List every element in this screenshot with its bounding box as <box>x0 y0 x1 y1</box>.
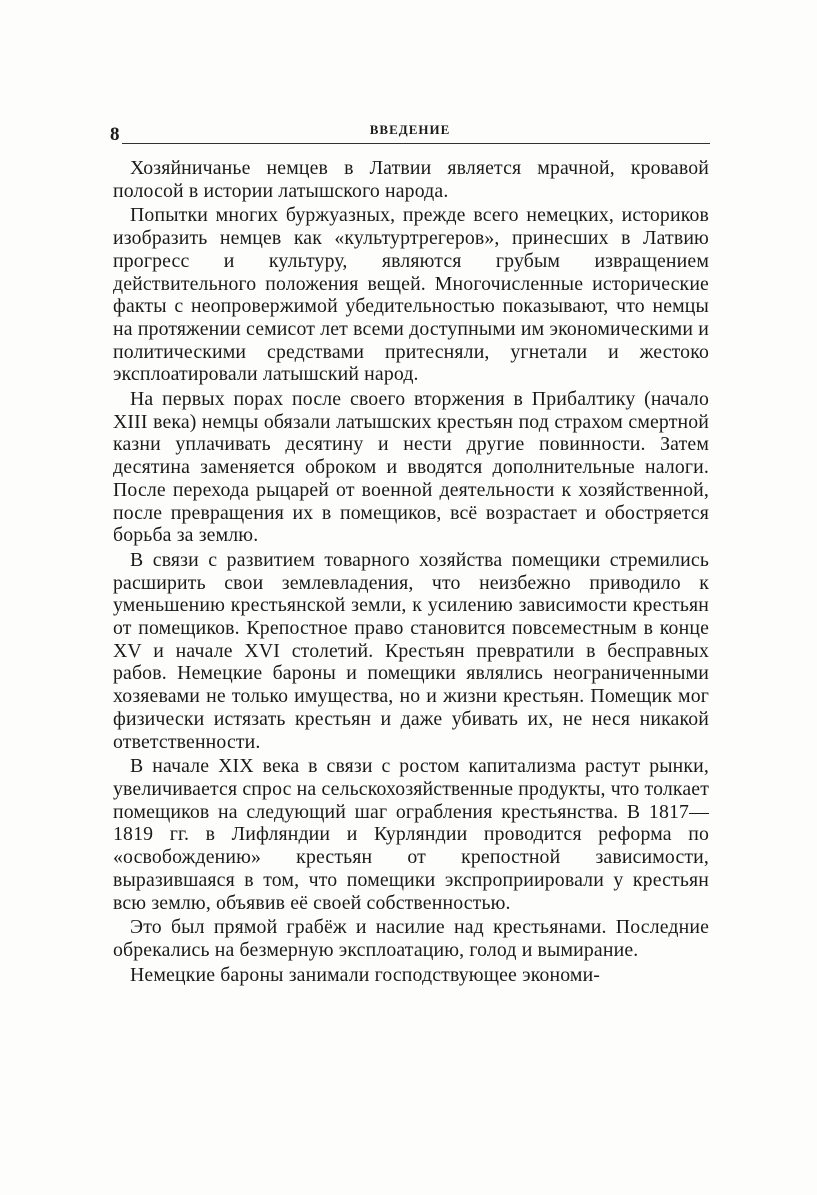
paragraph: Немецкие бароны занимали господствующее экономи- <box>130 963 601 986</box>
paragraph: Попытки многих буржуазных, прежде всего немецких, историков изобразить немцев как «культуртрегеров», принесших в Латвию прогресс и культуру, являются грубым извращением действительного положения вещей. Многочисленные исторические факты с неопровержимой убедительностью показывают, что немцы на протяжении семисот лет всеми доступными им экономическими и политическими средствами притесняли, угнетали и жестоко эксплоатировали латышский народ. <box>113 204 709 386</box>
body-text <box>113 157 709 988</box>
paragraph: В связи с развитием товарного хозяйства помещики стремились расширить свои землевладения, что неизбежно приводило к уменьшению крестьянской земли, к усилению зависимости крестьян от помещиков. Крепостное право становится повсеместным в конце XV и начале XVI столетий. Крестьян превратили в бесправных рабов. Немецкие бароны и помещики являлись неограниченными хозяевами не только имущества, но и жизни крестьян. Помещик мог физически истязать крестьян и даже убивать их, не неся никакой ответственности. <box>113 548 709 753</box>
paragraph: В начале XIX века в связи с ростом капитализма растут рынки, увеличивается спрос на сельскохозяйственные продукты, что толкает помещиков на следующий шаг ограбления крестьянства. В 1817—1819 гг. в Лифляндии и Курляндии проводится реформа по «освобождению» крестьян от крепостной зависимости, выразившаяся в том, что помещики экспроприировали у крестьян всю землю, объявив её своей собственностью. <box>113 755 709 914</box>
paragraph: Это был прямой грабёж и насилие над крестьянами. Последние обрекались на безмерную эксплоатацию, голод и вымирание. <box>113 916 709 961</box>
paragraph: На первых порах после своего вторжения в Прибалтику (начало XIII века) немцы обязали латышских крестьян под страхом смертной казни уплачивать десятину и нести другие повинности. Затем десятина заменяется оброком и вводятся дополнительные налоги. После перехода рыцарей от военной деятельности к хозяйственной, после превращения их в помещиков, всё возрастает и обостряется борьба за землю. <box>113 388 709 547</box>
page-header <box>110 118 710 148</box>
header-rule <box>122 143 710 144</box>
paragraph: Хозяйничанье немцев в Латвии является мрачной, кровавой полосой в истории латышского народа. <box>113 157 709 202</box>
running-title: ВВЕДЕНИЕ <box>369 122 451 137</box>
page-number: 8 <box>110 124 120 145</box>
